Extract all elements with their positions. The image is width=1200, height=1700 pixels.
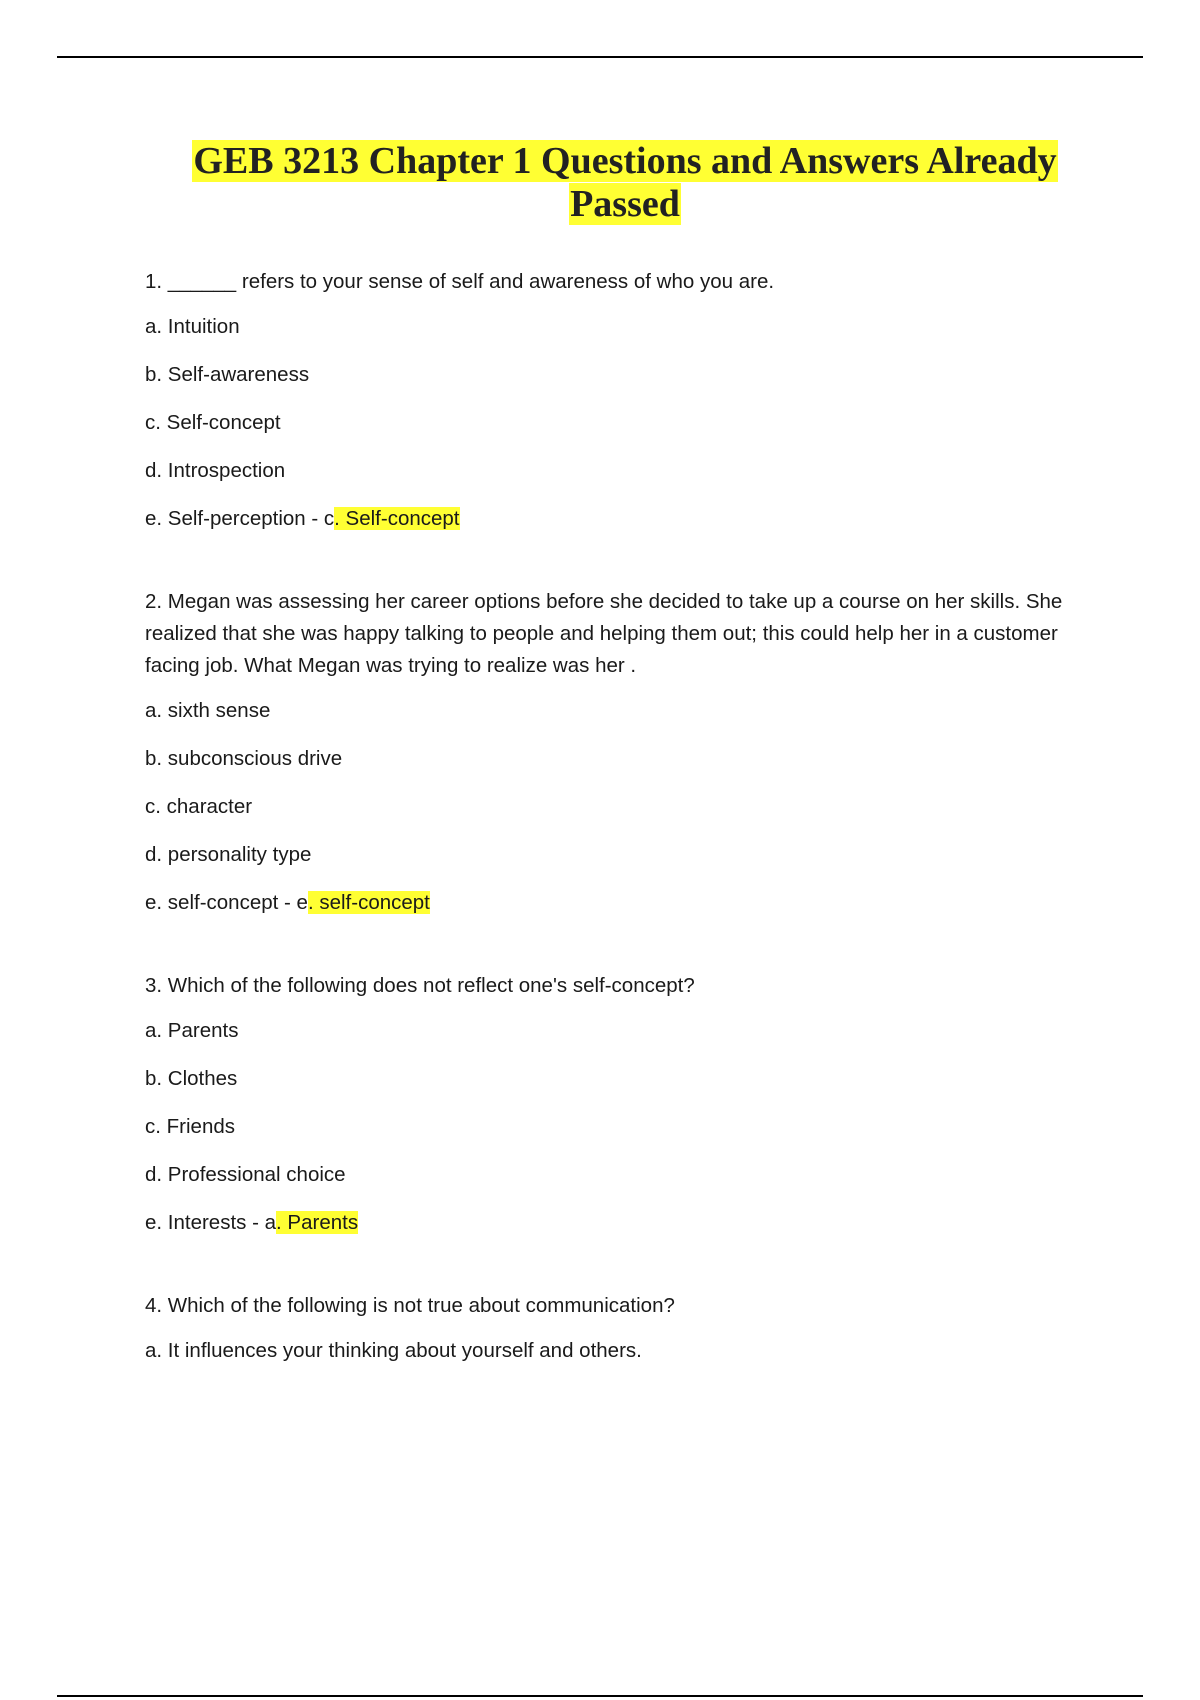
question-3 — [145, 970, 1105, 1236]
option-e-text: e. Self-perception - c — [145, 507, 335, 530]
option-b: b. Self-awareness — [145, 363, 310, 386]
bottom-rule — [57, 1695, 1143, 1697]
option-a: a. It influences your thinking about yourself and others. — [145, 1339, 642, 1362]
highlighted-answer: . Parents — [276, 1211, 359, 1234]
option-c: c. Self-concept — [145, 411, 281, 434]
option-c: c. character — [145, 795, 253, 818]
option-a: a. sixth sense — [145, 699, 271, 722]
option-b: b. Clothes — [145, 1067, 238, 1090]
title-line-2: Passed — [570, 183, 680, 225]
highlighted-answer: . self-concept — [307, 891, 430, 914]
title-line-1: GEB 3213 Chapter 1 Questions and Answers Already — [193, 140, 1057, 182]
question-stem: 2. Megan was assessing her career options before she decided to take up a course on her skills. She realized that she was happy talking to people and helping them out; this could help her in a customer facing job. What Megan was trying to realize was her . — [145, 590, 1063, 677]
option-e-with-answer — [145, 889, 1105, 916]
option-d: d. Professional choice — [145, 1163, 346, 1186]
question-stem: 3. Which of the following does not reflect one's self-concept? — [145, 974, 695, 997]
option-b: b. subconscious drive — [145, 747, 343, 770]
question-1 — [145, 266, 1105, 532]
question-stem: 1. ______ refers to your sense of self and awareness of who you are. — [145, 270, 775, 293]
question-2 — [145, 586, 1105, 916]
option-e-with-answer — [145, 505, 1105, 532]
question-stem: 4. Which of the following is not true about communication? — [145, 1294, 675, 1317]
question-4 — [145, 1290, 1105, 1364]
option-e-text: e. self-concept - e — [145, 891, 308, 914]
document-title — [145, 140, 1105, 226]
question-spacer — [145, 916, 1105, 970]
option-e-with-answer — [145, 1209, 1105, 1236]
option-d: d. Introspection — [145, 459, 286, 482]
document-body — [145, 140, 1105, 1364]
option-a: a. Intuition — [145, 315, 240, 338]
option-d: d. personality type — [145, 843, 312, 866]
top-rule — [57, 56, 1143, 58]
question-spacer — [145, 1236, 1105, 1290]
highlighted-answer: . Self-concept — [334, 507, 460, 530]
question-spacer — [145, 532, 1105, 586]
option-a: a. Parents — [145, 1019, 239, 1042]
option-e-text: e. Interests - a — [145, 1211, 277, 1234]
option-c: c. Friends — [145, 1115, 235, 1138]
